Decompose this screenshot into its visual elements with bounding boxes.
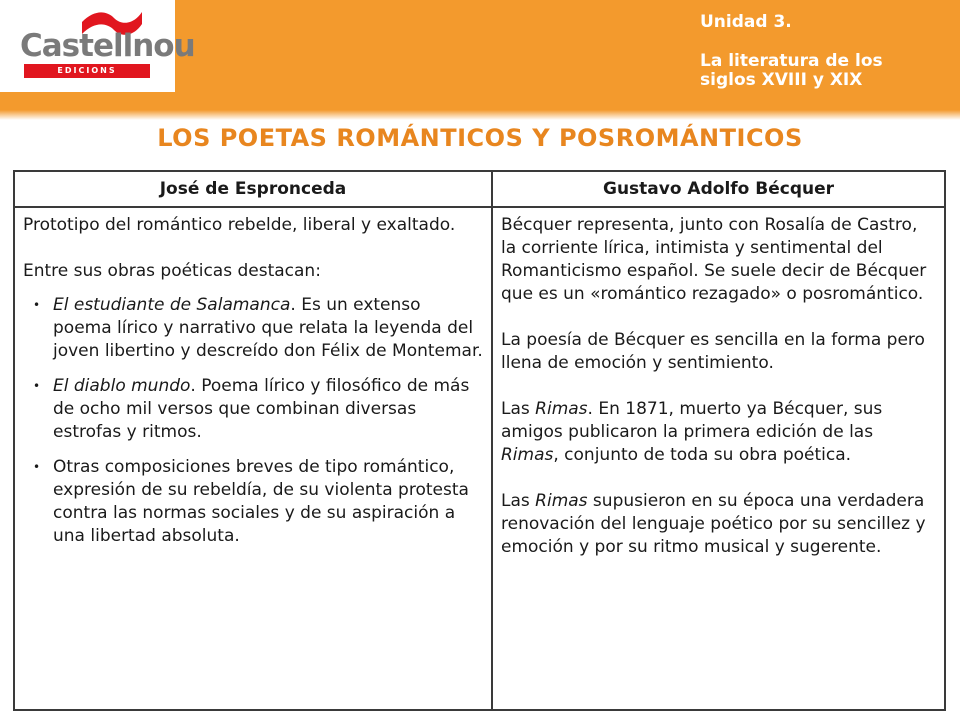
logo-subtext: EDICIONS xyxy=(24,64,150,78)
table-row xyxy=(14,207,945,710)
list-item xyxy=(53,456,483,548)
cell-espronceda xyxy=(14,207,492,710)
text-run: , conjunto de toda su obra poética. xyxy=(553,445,852,465)
work-description: . Es un extenso poema lírico y narrativo que relata la leyenda del joven libertino y descreído don Félix de Montemar. xyxy=(53,295,483,361)
unit-title: Unidad 3. xyxy=(700,12,792,32)
unit-subtitle: La literatura de los siglos XVIII y XIX xyxy=(700,51,883,90)
rimas-title: Rimas xyxy=(535,399,588,419)
text-run: Las xyxy=(501,399,536,419)
header-becquer: Gustavo Adolfo Bécquer xyxy=(492,171,945,207)
espronceda-intro: Prototipo del romántico rebelde, liberal y exaltado. xyxy=(23,215,456,235)
cell-becquer xyxy=(492,207,945,710)
becquer-paragraph-3 xyxy=(501,398,936,467)
header-fade xyxy=(0,110,960,120)
page-title: LOS POETAS ROMÁNTICOS Y POSROMÁNTICOS xyxy=(157,124,803,152)
work-description: Otras composiciones breves de tipo romántico, expresión de su rebeldía, de su violenta protesta contra las normas sociales y de su aspiración a una libertad absoluta. xyxy=(53,457,469,546)
becquer-paragraph-1: Bécquer representa, junto con Rosalía de Castro, la corriente lírica, intimista y sentimental del Romanticismo español. Se suele decir de Bécquer que es un «romántico rezagado» o posromántico. xyxy=(501,215,927,304)
works-list xyxy=(23,294,483,548)
list-item xyxy=(53,375,483,444)
becquer-paragraph-2: La poesía de Bécquer es sencilla en la forma pero llena de emoción y sentimiento. xyxy=(501,330,925,373)
header-espronceda: José de Espronceda xyxy=(14,171,492,207)
logo xyxy=(0,0,195,92)
comparison-table xyxy=(13,170,946,711)
rimas-title: Rimas xyxy=(535,491,588,511)
work-title: El diablo mundo xyxy=(53,376,191,396)
table-header-row xyxy=(14,171,945,207)
work-title: El estudiante de Salamanca xyxy=(53,295,291,315)
text-run: . En 1871, muerto ya Bécquer, sus amigos publicaron la primera edición de las xyxy=(501,399,883,442)
becquer-paragraph-4 xyxy=(501,490,936,559)
espronceda-works-intro: Entre sus obras poéticas destacan: xyxy=(23,261,321,281)
text-run: Las xyxy=(501,491,536,511)
work-description: . Poema lírico y filosófico de más de ocho mil versos que combinan diversas estrofas y ritmos. xyxy=(53,376,470,442)
list-item xyxy=(53,294,483,363)
text-run: supusieron en su época una verdadera renovación del lenguaje poético por su sencillez y emoción y por su ritmo musical y sugerente. xyxy=(501,491,926,557)
logo-text: Castellnou xyxy=(20,28,195,64)
rimas-title: Rimas xyxy=(501,445,554,465)
